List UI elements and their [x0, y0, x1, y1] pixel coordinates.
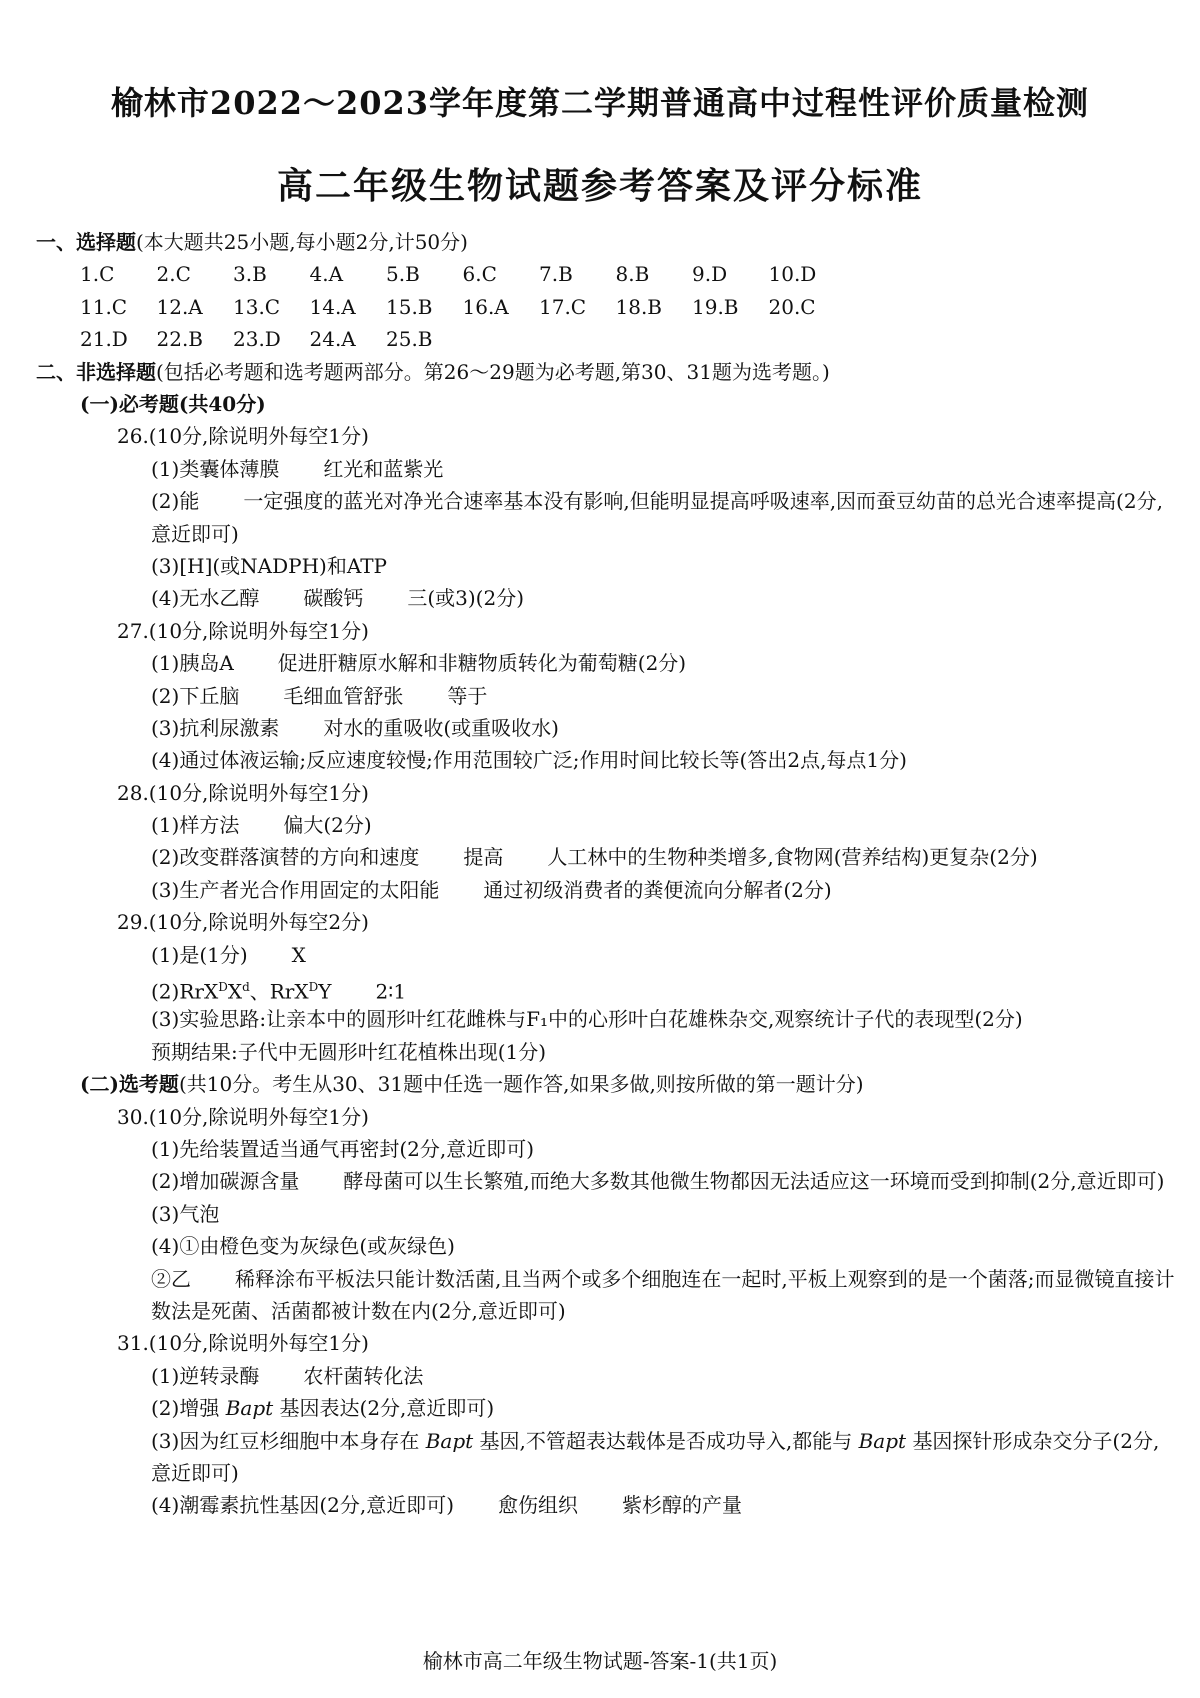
elective-heading: (二)选考题 [80, 1072, 179, 1097]
q29-header: 29.(10分,除说明外每空2分) [117, 910, 369, 935]
q27-answer-3: (3)抗利尿激素 对水的重吸收(或重吸收水) [151, 715, 559, 740]
elective-note: (共10分。考生从30、31题中任选一题作答,如果多做,则按所做的第一题计分) [178, 1072, 864, 1097]
choice-answer: 2.C [156, 262, 191, 287]
required-section-heading: (一)必考题(共40分) [80, 391, 266, 416]
q27-answer-2: (2)下丘脑 毛细血管舒张 等于 [151, 683, 488, 708]
choice-answer: 23.D [233, 327, 281, 352]
choice-answer: 4.A [309, 262, 344, 287]
part1-note: (本大题共25小题,每小题2分,计50分) [136, 230, 468, 254]
part1-heading-line [36, 226, 1176, 258]
page-footer: 榆林市高二年级生物试题-答案-1(共1页) [422, 1649, 778, 1673]
answer-row [36, 323, 1176, 355]
q26-answer-1: (1)类囊体薄膜 红光和蓝紫光 [151, 456, 444, 481]
choice-answer: 8.B [615, 262, 650, 287]
q30-answer-2: (2)增加碳源含量 酵母菌可以生长繁殖,而绝大多数其他微生物都因无法适应这一环境而受到抑制(2分,意近即可) [151, 1169, 1165, 1194]
q31-answer-4: (4)潮霉素抗性基因(2分,意近即可) 愈伤组织 紫杉醇的产量 [151, 1493, 743, 1518]
q27-header: 27.(10分,除说明外每空1分) [117, 618, 369, 643]
q29-answer-2: $(2)RrX^DX^d$、RrX$^D$Y 2∶1 [151, 979, 407, 1004]
q26-answer-2: (2)能 一定强度的蓝光对净光合速率基本没有影响,但能明显提高呼吸速率,因而蚕豆幼苗的总光合速率提高(2分,意近即可) [151, 489, 1163, 546]
choice-answer: 10.D [768, 262, 817, 287]
choice-answer: 11.C [80, 294, 128, 319]
choice-answer: 14.A [309, 294, 356, 319]
choice-answer: 3.B [233, 262, 267, 287]
choice-answer: 15.B [386, 294, 433, 319]
q30-header: 30.(10分,除说明外每空1分) [117, 1104, 369, 1129]
choice-answer: 19.B [692, 294, 739, 319]
q27-answer-4: (4)通过体液运输;反应速度较慢;作用范围较广泛;作用时间比较长等(答出2点,每点1分) [151, 748, 907, 773]
q31-header: 31.(10分,除说明外每空1分) [117, 1331, 369, 1356]
choice-answer: 13.C [233, 294, 281, 319]
document-title: 榆林市2022～2023学年度第二学期普通高中过程性评价质量检测 [110, 84, 1090, 122]
q30-answer-4b: ②乙 稀释涂布平板法只能计数活菌,且当两个或多个细胞连在一起时,平板上观察到的是一个菌落;而显微镜直接计数法是死菌、活菌都被计数在内(2分,意近即可) [151, 1266, 1175, 1323]
part2-heading: 二、非选择题 [36, 359, 156, 384]
q30-answer-4: (4)①由橙色变为灰绿色(或灰绿色) [151, 1234, 455, 1259]
choice-answer: 6.C [462, 262, 497, 287]
q30-answer-1: (1)先给装置适当通气再密封(2分,意近即可) [151, 1136, 535, 1161]
answer-row [36, 258, 1176, 290]
part2-heading-line [36, 356, 1176, 388]
q26-answer-4: (4)无水乙醇 碳酸钙 三(或3)(2分) [151, 586, 525, 611]
choice-answer: 9.D [692, 262, 728, 287]
q30-answer-3: (3)气泡 [151, 1201, 220, 1226]
q28-header: 28.(10分,除说明外每空1分) [117, 780, 369, 805]
q26-answer-3: (3)[H](或NADPH)和ATP [151, 553, 388, 578]
q31-answer-3: (3)因为红豆杉细胞中本身存在 Bapt 基因,不管超表达载体是否成功导入,都能与 Bapt 基因探针形成杂交分子(2分,意近即可) [151, 1428, 1160, 1485]
q27-answer-1: (1)胰岛A 促进肝糖原水解和非糖物质转化为葡萄糖(2分) [151, 651, 687, 676]
part2-note: (包括必考题和选考题两部分。第26～29题为必考题,第30、31题为选考题。) [156, 359, 830, 384]
choice-answer: 24.A [309, 327, 356, 352]
choice-answer: 5.B [386, 262, 420, 287]
q29-answer-3b: 预期结果:子代中无圆形叶红花植株出现(1分) [151, 1039, 547, 1064]
elective-heading-line [36, 1068, 1176, 1100]
q26-header: 26.(10分,除说明外每空1分) [117, 424, 369, 449]
answer-row [36, 291, 1176, 323]
choice-answer: 7.B [539, 262, 573, 287]
q31-answer-2: (2)增强 Bapt 基因表达(2分,意近即可) [151, 1396, 495, 1421]
choice-answer: 18.B [615, 294, 663, 319]
choice-answer: 17.C [539, 294, 587, 319]
choice-answer: 25.B [386, 327, 433, 352]
document-subtitle: 高二年级生物试题参考答案及评分标准 [276, 165, 923, 207]
choice-answer: 22.B [156, 327, 204, 352]
q29-answer-1: (1)是(1分) X [151, 942, 306, 967]
part1-heading: 一、选择题 [36, 230, 136, 254]
choice-answer: 20.C [768, 294, 816, 319]
choice-answer: 16.A [462, 294, 509, 319]
q29-answer-3: (3)实验思路:让亲本中的圆形叶红花雌株与F₁中的心形叶白花雄株杂交,观察统计子代的表现型(2分) [151, 1007, 1023, 1032]
choice-answer: 21.D [80, 327, 128, 352]
q31-answer-1: (1)逆转录酶 农杆菌转化法 [151, 1363, 424, 1388]
q28-answer-3: (3)生产者光合作用固定的太阳能 通过初级消费者的粪便流向分解者(2分) [151, 877, 832, 902]
choice-answer: 1.C [80, 262, 115, 287]
q28-answer-2: (2)改变群落演替的方向和速度 提高 人工林中的生物种类增多,食物网(营养结构)更复杂(2分) [151, 845, 1038, 870]
choice-answer: 12.A [156, 294, 203, 319]
q28-answer-1: (1)样方法 偏大(2分) [151, 813, 372, 838]
answer-content [36, 226, 1176, 1522]
